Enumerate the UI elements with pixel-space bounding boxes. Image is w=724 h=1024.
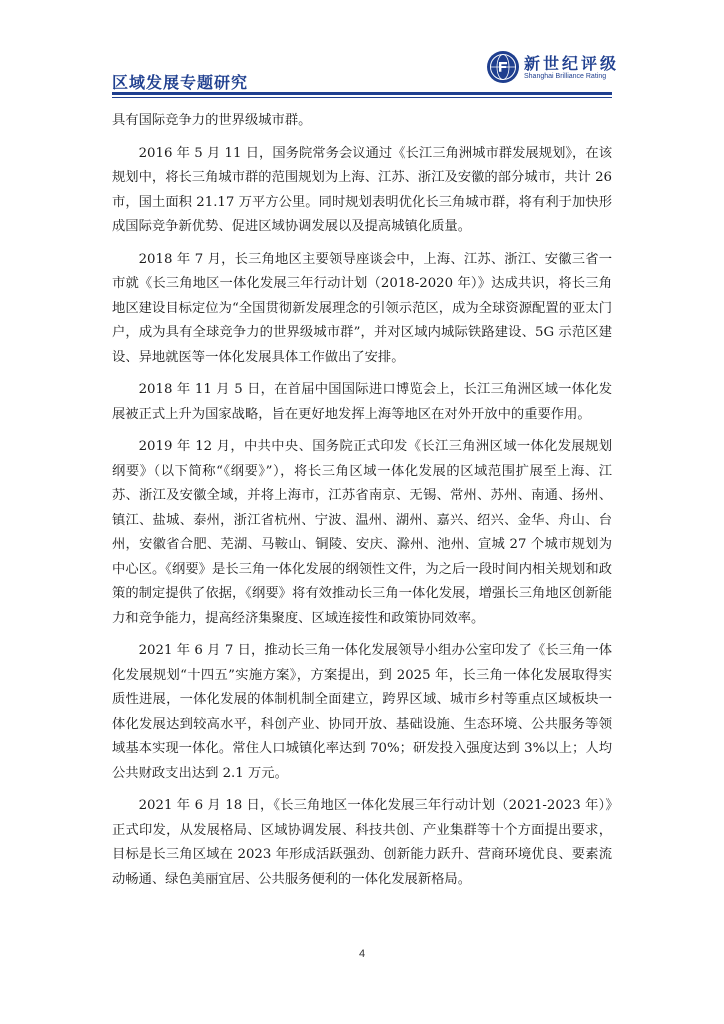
paragraph-2021-june-18: 2021 年 6 月 18 日，《长三角地区一体化发展三年行动计划（2021-2023 年）》正式印发，从发展格局、区域协调发展、科技共创、产业集群等十个方面提出要求，目标是长三角区域在 2023 年形成活跃强劲、创新能力跃升、营商环境优良、要素流动畅通、绿色美丽宜居、公共服务便利的一体化发展新格局。 [112,798,612,887]
header-rule-thick [112,92,612,95]
paragraph-2021-june-7: 2021 年 6 月 7 日，推动长三角一体化发展领导小组办公室印发了《长三角一体化发展规划“十四五”实施方案》，方案提出，到 2025 年，长三角一体化发展取得实质性进展，一体化发展的体制机制全面建立，跨界区域、城市乡村等重点区域板块一体化发展达到较高水平，科创产业、协同开放、基础设施、生态环境、公共服务等领域基本实现一体化。常住人口城镇化率达到 70%；研发投入强度达到 3%以上；人均公共财政支出达到 2.1 万元。 [112,643,612,781]
body-text [112,109,612,900]
globe-emblem-icon [486,50,520,84]
header-rule-thin [112,97,612,98]
company-logo [486,50,620,88]
header-title: 区域发展专题研究 [112,73,249,92]
logo-english-name: Shanghai Brilliance Rating [524,73,607,80]
paragraph-2018-july: 2018 年 7 月，长三角地区主要领导座谈会中，上海、江苏、浙江、安徽三省一市就《长三角地区一体化发展三年行动计划（2018-2020 年）》达成共识，将长三角地区建设目标定位为“全国贯彻新发展理念的引领示范区，成为全球资源配置的亚太门户，成为具有全球竞争力的世界级城市群”，并对区域内城际铁路建设、5G 示范区建设、异地就医等一体化发展具体工作做出了安排。 [112,251,612,365]
paragraph-continuation: 具有国际竞争力的世界级城市群。 [112,113,312,128]
logo-chinese-name: 新世纪评级 [524,54,620,73]
page-number: 4 [358,948,366,960]
paragraph-2019-outline: 2019 年 12 月，中共中央、国务院正式印发《长江三角洲区域一体化发展规划纲要》（以下简称“《纲要》”），将长三角区域一体化发展的区域范围扩展至上海、江苏、浙江及安徽全域，并将上海市，江苏省南京、无锡、常州、苏州、南通、扬州、镇江、盐城、泰州，浙江省杭州、宁波、温州、湖州、嘉兴、绍兴、金华、舟山、台州，安徽省合肥、芜湖、马鞍山、铜陵、安庆、滁州、池州、宣城 27 个城市规划为中心区。《纲要》是长三角一体化发展的纲领性文件，为之后一段时间内相关规划和政策的制定提供了依据，《纲要》将有效推动长三角一体化发展，增强长三角地区创新能力和竞争能力，提高经济集聚度、区域连接性和政策协同效率。 [112,439,612,626]
paragraph-2018-november: 2018 年 11 月 5 日，在首届中国国际进口博览会上，长江三角洲区域一体化发展被正式上升为国家战略，旨在更好地发挥上海等地区在对外开放中的重要作用。 [112,382,612,422]
paragraph-2016-plan: 2016 年 5 月 11 日，国务院常务会议通过《长江三角洲城市群发展规划》，在该规划中，将长三角城市群的范围规划为上海、江苏、浙江及安徽的部分城市，共计 26 市，国土面积 21.17 万平方公里。同时规划表明优化长三角城市群，将有利于加快形成国际竞争新优势、促进区域协调发展以及提高城镇化质量。 [112,145,612,234]
